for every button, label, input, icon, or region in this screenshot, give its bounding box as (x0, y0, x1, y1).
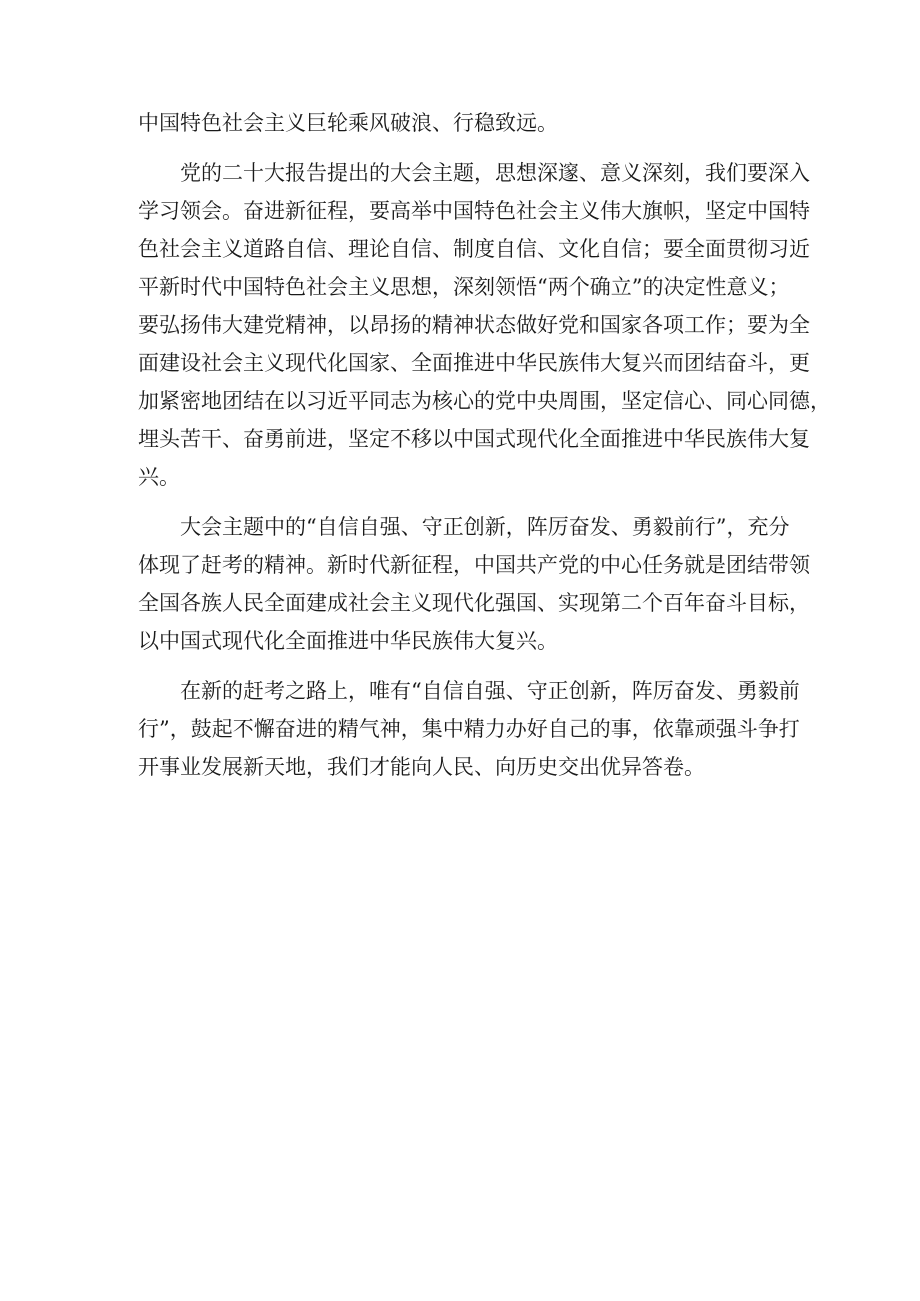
paragraph-3 (138, 508, 810, 660)
paragraph-4 (138, 672, 800, 786)
text-line: 中国特色社会主义巨轮乘风破浪、行稳致远。 (138, 111, 558, 135)
text-line: 面建设社会主义现代化国家、全面推进中华民族伟大复兴而团结奋斗，更 (138, 351, 810, 375)
text-line: 以中国式现代化全面推进中华民族伟大复兴。 (138, 629, 558, 653)
text-line: 兴。 (138, 465, 180, 489)
text-line: 大会主题中的“自信自强、守正创新，阵厉奋发、勇毅前行”，充分 (180, 515, 790, 539)
text-line: 党的二十大报告提出的大会主题，思想深邃、意义深刻，我们要深入 (180, 161, 810, 185)
text-line: 开事业发展新天地，我们才能向人民、向历史交出优异答卷。 (138, 755, 705, 779)
text-line: 学习领会。奋进新征程，要高举中国特色社会主义伟大旗帜，坚定中国特 (138, 199, 810, 223)
text-line: 在新的赶考之路上，唯有“自信自强、守正创新，阵厉奋发、勇毅前 (180, 679, 800, 703)
document-body (138, 104, 831, 798)
paragraph-1 (138, 104, 786, 142)
text-line: 行”，鼓起不懈奋进的精气神，集中精力办好自己的事，依靠顽强斗争打 (138, 717, 800, 741)
text-line: 加紧密地团结在以习近平同志为核心的党中央周围，坚定信心、同心同德， (138, 389, 831, 413)
text-line: 平新时代中国特色社会主义思想，深刻领悟“两个确立”的决定性意义； (138, 275, 790, 299)
text-line: 色社会主义道路自信、理论自信、制度自信、文化自信；要全面贯彻习近 (138, 237, 810, 261)
text-line: 体现了赶考的精神。新时代新征程，中国共产党的中心任务就是团结带领 (138, 553, 810, 577)
text-line: 埋头苦干、奋勇前进，坚定不移以中国式现代化全面推进中华民族伟大复 (138, 427, 810, 451)
text-line: 要弘扬伟大建党精神，以昂扬的精神状态做好党和国家各项工作；要为全 (138, 313, 810, 337)
paragraph-2 (138, 154, 831, 496)
text-line: 全国各族人民全面建成社会主义现代化强国、实现第二个百年奋斗目标， (138, 591, 810, 615)
